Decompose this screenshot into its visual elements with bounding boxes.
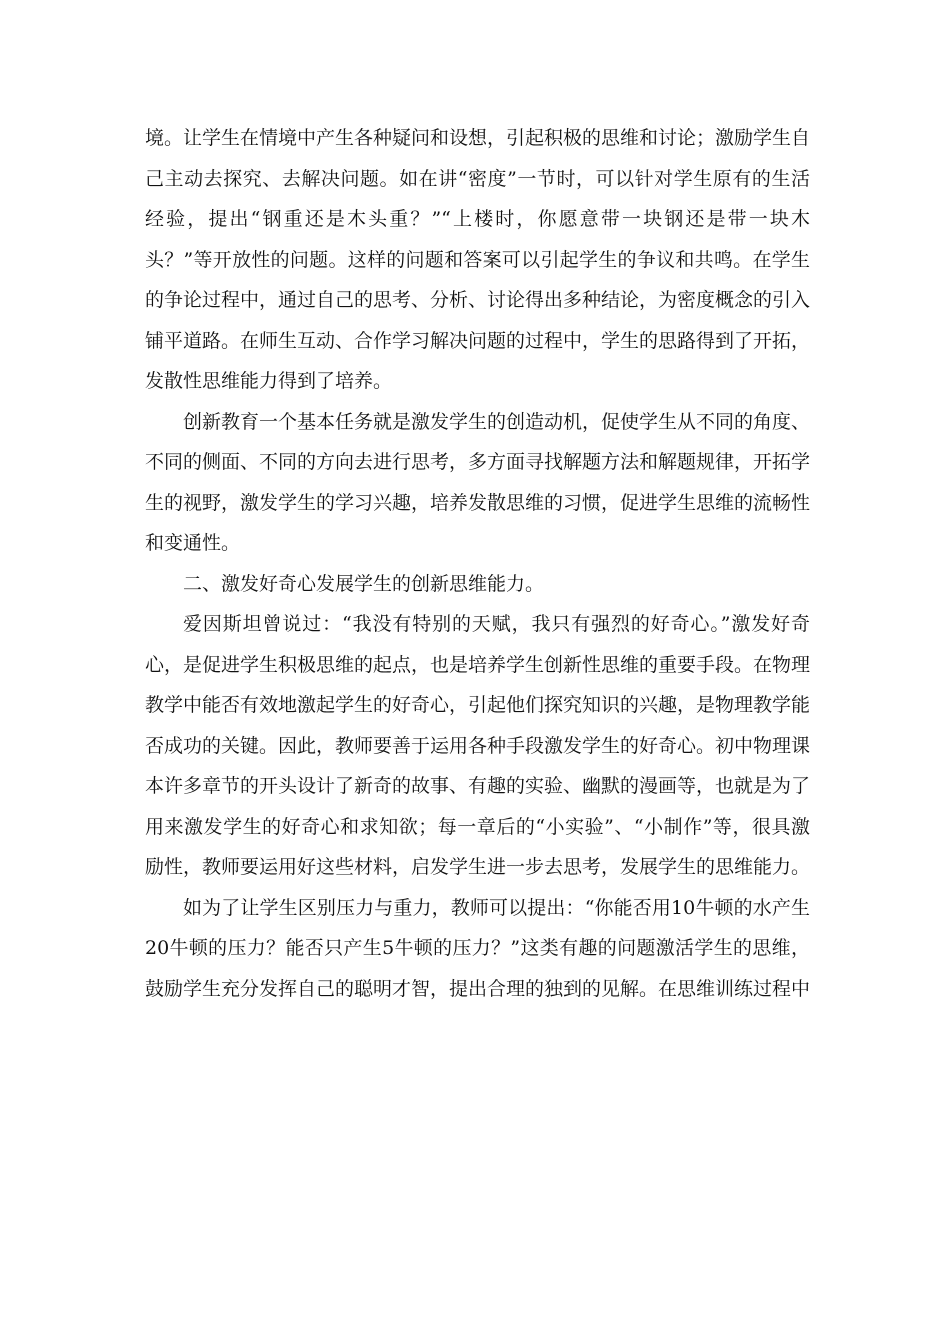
body-text — [145, 118, 810, 1009]
section-heading-curiosity: 二、激发好奇心发展学生的创新思维能力。 — [183, 572, 545, 595]
paragraph-continuation: 境。让学生在情境中产生各种疑问和设想，引起积极的思维和讨论；激励学生自己主动去探究、去解决问题。如在讲“密度”一节时，可以针对学生原有的生活经验，提出“钢重还是木头重？”“上楼时，你愿意带一块钢还是带一块木头？”等开放性的问题。这样的问题和答案可以引起学生的争议和共鸣。在学生的争论过程中，通过自己的思考、分析、讨论得出多种结论，为密度概念的引入铺平道路。在师生互动、合作学习解决问题的过程中，学生的思路得到了开拓，发散性思维能力得到了培养。 — [145, 127, 811, 392]
paragraph-innovation-education: 创新教育一个基本任务就是激发学生的创造动机，促使学生从不同的角度、不同的侧面、不同的方向去进行思考，多方面寻找解题方法和解题规律，开拓学生的视野，激发学生的学习兴趣，培养发散思维的习惯，促进学生思维的流畅性和变通性。 — [145, 410, 811, 554]
paragraph-einstein-quote: 爱因斯坦曾说过：“我没有特别的天赋，我只有强烈的好奇心。”激发好奇心，是促进学生积极思维的起点，也是培养学生创新性思维的重要手段。在物理教学中能否有效地激起学生的好奇心，引起他们探究知识的兴趣，是物理教学能否成功的关键。因此，教师要善于运用各种手段激发学生的好奇心。初中物理课本许多章节的开头设计了新奇的故事、有趣的实验、幽默的漫画等，也就是为了用来激发学生的好奇心和求知欲；每一章后的“小实验”、“小制作”等，很具激励性，教师要运用好这些材料，启发学生进一步去思考，发展学生的思维能力。 — [145, 613, 811, 878]
paragraph-pressure-example: 如为了让学生区别压力与重力，教师可以提出：“你能否用10牛顿的水产生20牛顿的压力？能否只产生5牛顿的压力？”这类有趣的问题激活学生的思维，鼓励学生充分发挥自己的聪明才智，提出合理的独到的见解。在思维训练过程中 — [145, 896, 811, 1000]
